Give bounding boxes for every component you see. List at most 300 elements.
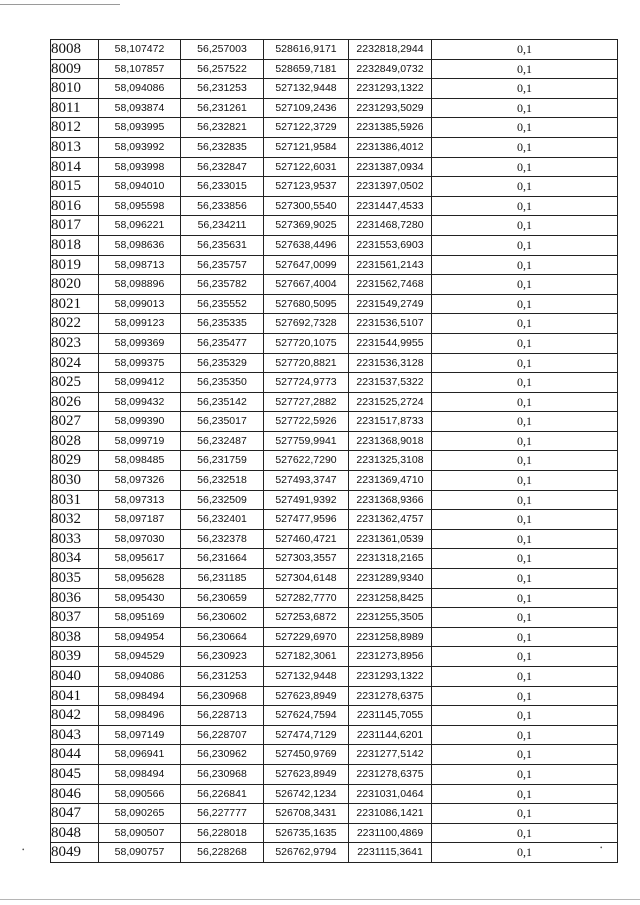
- latitude-cell: 58,093995: [99, 118, 181, 138]
- point-number-cell: 8028: [51, 431, 99, 451]
- y-coordinate-cell: 2231086,1421: [349, 804, 432, 824]
- latitude-cell: 58,097149: [99, 725, 181, 745]
- latitude-cell: 58,090757: [99, 843, 181, 863]
- x-coordinate-cell: 527460,4721: [264, 529, 349, 549]
- accuracy-cell: 0,1: [432, 373, 618, 393]
- accuracy-cell: 0,1: [432, 392, 618, 412]
- longitude-cell: 56,234211: [181, 216, 264, 236]
- table-row: [51, 392, 618, 412]
- longitude-cell: 56,235631: [181, 235, 264, 255]
- table-row: [51, 40, 618, 60]
- point-number-cell: 8021: [51, 294, 99, 314]
- table-row: [51, 353, 618, 373]
- accuracy-cell: 0,1: [432, 490, 618, 510]
- point-number-cell: 8035: [51, 569, 99, 589]
- latitude-cell: 58,095598: [99, 196, 181, 216]
- table-row: [51, 608, 618, 628]
- y-coordinate-cell: 2231289,9340: [349, 569, 432, 589]
- latitude-cell: 58,097326: [99, 471, 181, 491]
- longitude-cell: 56,230602: [181, 608, 264, 628]
- point-number-cell: 8041: [51, 686, 99, 706]
- accuracy-cell: 0,1: [432, 275, 618, 295]
- point-number-cell: 8016: [51, 196, 99, 216]
- bottom-divider-line: [0, 899, 640, 900]
- y-coordinate-cell: 2231447,4533: [349, 196, 432, 216]
- y-coordinate-cell: 2231145,7055: [349, 706, 432, 726]
- latitude-cell: 58,098713: [99, 255, 181, 275]
- point-number-cell: 8023: [51, 333, 99, 353]
- latitude-cell: 58,099432: [99, 392, 181, 412]
- y-coordinate-cell: 2231387,0934: [349, 157, 432, 177]
- coordinates-table: [50, 39, 618, 863]
- accuracy-cell: 0,1: [432, 510, 618, 530]
- latitude-cell: 58,090507: [99, 823, 181, 843]
- x-coordinate-cell: 527300,5540: [264, 196, 349, 216]
- longitude-cell: 56,232378: [181, 529, 264, 549]
- point-number-cell: 8025: [51, 373, 99, 393]
- y-coordinate-cell: 2231385,5926: [349, 118, 432, 138]
- table-row: [51, 118, 618, 138]
- x-coordinate-cell: 527623,8949: [264, 686, 349, 706]
- point-number-cell: 8048: [51, 823, 99, 843]
- longitude-cell: 56,232518: [181, 471, 264, 491]
- point-number-cell: 8015: [51, 177, 99, 197]
- accuracy-cell: 0,1: [432, 451, 618, 471]
- latitude-cell: 58,097313: [99, 490, 181, 510]
- longitude-cell: 56,233015: [181, 177, 264, 197]
- x-coordinate-cell: 527759,9941: [264, 431, 349, 451]
- accuracy-cell: 0,1: [432, 647, 618, 667]
- latitude-cell: 58,095628: [99, 569, 181, 589]
- x-coordinate-cell: 527123,9537: [264, 177, 349, 197]
- accuracy-cell: 0,1: [432, 157, 618, 177]
- x-coordinate-cell: 527623,8949: [264, 764, 349, 784]
- latitude-cell: 58,094529: [99, 647, 181, 667]
- latitude-cell: 58,094086: [99, 79, 181, 99]
- y-coordinate-cell: 2232818,2944: [349, 40, 432, 60]
- x-coordinate-cell: 527474,7129: [264, 725, 349, 745]
- latitude-cell: 58,095430: [99, 588, 181, 608]
- longitude-cell: 56,232401: [181, 510, 264, 530]
- accuracy-cell: 0,1: [432, 216, 618, 236]
- longitude-cell: 56,230968: [181, 764, 264, 784]
- point-number-cell: 8040: [51, 667, 99, 687]
- y-coordinate-cell: 2231361,0539: [349, 529, 432, 549]
- table-row: [51, 784, 618, 804]
- y-coordinate-cell: 2231368,9018: [349, 431, 432, 451]
- table-row: [51, 79, 618, 99]
- latitude-cell: 58,099412: [99, 373, 181, 393]
- accuracy-cell: 0,1: [432, 667, 618, 687]
- point-number-cell: 8027: [51, 412, 99, 432]
- point-number-cell: 8009: [51, 59, 99, 79]
- point-number-cell: 8030: [51, 471, 99, 491]
- accuracy-cell: 0,1: [432, 137, 618, 157]
- latitude-cell: 58,097187: [99, 510, 181, 530]
- y-coordinate-cell: 2231144,6201: [349, 725, 432, 745]
- latitude-cell: 58,095617: [99, 549, 181, 569]
- y-coordinate-cell: 2232849,0732: [349, 59, 432, 79]
- x-coordinate-cell: 527624,7594: [264, 706, 349, 726]
- point-number-cell: 8047: [51, 804, 99, 824]
- y-coordinate-cell: 2231537,5322: [349, 373, 432, 393]
- x-coordinate-cell: 527303,3557: [264, 549, 349, 569]
- y-coordinate-cell: 2231386,4012: [349, 137, 432, 157]
- point-number-cell: 8017: [51, 216, 99, 236]
- y-coordinate-cell: 2231258,8989: [349, 627, 432, 647]
- latitude-cell: 58,094010: [99, 177, 181, 197]
- x-coordinate-cell: 527109,2436: [264, 98, 349, 118]
- y-coordinate-cell: 2231525,2724: [349, 392, 432, 412]
- point-number-cell: 8022: [51, 314, 99, 334]
- longitude-cell: 56,228707: [181, 725, 264, 745]
- longitude-cell: 56,235350: [181, 373, 264, 393]
- longitude-cell: 56,232847: [181, 157, 264, 177]
- latitude-cell: 58,093998: [99, 157, 181, 177]
- y-coordinate-cell: 2231561,2143: [349, 255, 432, 275]
- y-coordinate-cell: 2231544,9955: [349, 333, 432, 353]
- x-coordinate-cell: 527121,9584: [264, 137, 349, 157]
- latitude-cell: 58,096941: [99, 745, 181, 765]
- table-row: [51, 686, 618, 706]
- table-row: [51, 157, 618, 177]
- latitude-cell: 58,090265: [99, 804, 181, 824]
- point-number-cell: 8032: [51, 510, 99, 530]
- latitude-cell: 58,099013: [99, 294, 181, 314]
- longitude-cell: 56,228268: [181, 843, 264, 863]
- accuracy-cell: 0,1: [432, 588, 618, 608]
- point-number-cell: 8043: [51, 725, 99, 745]
- table-row: [51, 823, 618, 843]
- longitude-cell: 56,235335: [181, 314, 264, 334]
- accuracy-cell: 0,1: [432, 804, 618, 824]
- accuracy-cell: 0,1: [432, 784, 618, 804]
- point-number-cell: 8020: [51, 275, 99, 295]
- table-row: [51, 667, 618, 687]
- table-row: [51, 647, 618, 667]
- table-row: [51, 98, 618, 118]
- x-coordinate-cell: 526708,3431: [264, 804, 349, 824]
- top-divider-line: [0, 4, 120, 5]
- point-number-cell: 8019: [51, 255, 99, 275]
- x-coordinate-cell: 527122,3729: [264, 118, 349, 138]
- table-row: [51, 529, 618, 549]
- x-coordinate-cell: 527720,8821: [264, 353, 349, 373]
- point-number-cell: 8014: [51, 157, 99, 177]
- y-coordinate-cell: 2231278,6375: [349, 686, 432, 706]
- y-coordinate-cell: 2231115,3641: [349, 843, 432, 863]
- accuracy-cell: 0,1: [432, 745, 618, 765]
- longitude-cell: 56,231261: [181, 98, 264, 118]
- y-coordinate-cell: 2231277,5142: [349, 745, 432, 765]
- accuracy-cell: 0,1: [432, 118, 618, 138]
- latitude-cell: 58,099719: [99, 431, 181, 451]
- x-coordinate-cell: 527722,5926: [264, 412, 349, 432]
- x-coordinate-cell: 528616,9171: [264, 40, 349, 60]
- latitude-cell: 58,098636: [99, 235, 181, 255]
- y-coordinate-cell: 2231318,2165: [349, 549, 432, 569]
- longitude-cell: 56,235329: [181, 353, 264, 373]
- accuracy-cell: 0,1: [432, 79, 618, 99]
- scan-speck: •: [600, 844, 603, 852]
- table-row: [51, 569, 618, 589]
- x-coordinate-cell: 526742,1234: [264, 784, 349, 804]
- x-coordinate-cell: 527122,6031: [264, 157, 349, 177]
- table-row: [51, 412, 618, 432]
- y-coordinate-cell: 2231536,5107: [349, 314, 432, 334]
- x-coordinate-cell: 527132,9448: [264, 79, 349, 99]
- coordinates-table-body: [51, 40, 618, 863]
- accuracy-cell: 0,1: [432, 823, 618, 843]
- x-coordinate-cell: 527369,9025: [264, 216, 349, 236]
- table-row: [51, 804, 618, 824]
- y-coordinate-cell: 2231325,3108: [349, 451, 432, 471]
- accuracy-cell: 0,1: [432, 471, 618, 491]
- point-number-cell: 8024: [51, 353, 99, 373]
- longitude-cell: 56,230923: [181, 647, 264, 667]
- table-row: [51, 764, 618, 784]
- accuracy-cell: 0,1: [432, 569, 618, 589]
- accuracy-cell: 0,1: [432, 627, 618, 647]
- x-coordinate-cell: 527229,6970: [264, 627, 349, 647]
- y-coordinate-cell: 2231517,8733: [349, 412, 432, 432]
- x-coordinate-cell: 527491,9392: [264, 490, 349, 510]
- scan-speck: •: [22, 846, 25, 854]
- table-row: [51, 333, 618, 353]
- latitude-cell: 58,099369: [99, 333, 181, 353]
- y-coordinate-cell: 2231031,0464: [349, 784, 432, 804]
- latitude-cell: 58,093992: [99, 137, 181, 157]
- table-row: [51, 196, 618, 216]
- longitude-cell: 56,230664: [181, 627, 264, 647]
- x-coordinate-cell: 527304,6148: [264, 569, 349, 589]
- table-row: [51, 137, 618, 157]
- longitude-cell: 56,257003: [181, 40, 264, 60]
- table-row: [51, 843, 618, 863]
- x-coordinate-cell: 527692,7328: [264, 314, 349, 334]
- x-coordinate-cell: 526735,1635: [264, 823, 349, 843]
- point-number-cell: 8046: [51, 784, 99, 804]
- latitude-cell: 58,098485: [99, 451, 181, 471]
- y-coordinate-cell: 2231553,6903: [349, 235, 432, 255]
- latitude-cell: 58,094954: [99, 627, 181, 647]
- longitude-cell: 56,232487: [181, 431, 264, 451]
- x-coordinate-cell: 527450,9769: [264, 745, 349, 765]
- longitude-cell: 56,233856: [181, 196, 264, 216]
- latitude-cell: 58,099390: [99, 412, 181, 432]
- accuracy-cell: 0,1: [432, 177, 618, 197]
- x-coordinate-cell: 527622,7290: [264, 451, 349, 471]
- longitude-cell: 56,228018: [181, 823, 264, 843]
- table-row: [51, 275, 618, 295]
- latitude-cell: 58,094086: [99, 667, 181, 687]
- table-row: [51, 549, 618, 569]
- y-coordinate-cell: 2231293,5029: [349, 98, 432, 118]
- table-row: [51, 745, 618, 765]
- point-number-cell: 8037: [51, 608, 99, 628]
- longitude-cell: 56,232835: [181, 137, 264, 157]
- longitude-cell: 56,235552: [181, 294, 264, 314]
- point-number-cell: 8045: [51, 764, 99, 784]
- longitude-cell: 56,227777: [181, 804, 264, 824]
- table-row: [51, 451, 618, 471]
- longitude-cell: 56,231664: [181, 549, 264, 569]
- longitude-cell: 56,235757: [181, 255, 264, 275]
- accuracy-cell: 0,1: [432, 59, 618, 79]
- accuracy-cell: 0,1: [432, 725, 618, 745]
- point-number-cell: 8018: [51, 235, 99, 255]
- latitude-cell: 58,107857: [99, 59, 181, 79]
- longitude-cell: 56,235477: [181, 333, 264, 353]
- x-coordinate-cell: 527477,9596: [264, 510, 349, 530]
- longitude-cell: 56,235017: [181, 412, 264, 432]
- latitude-cell: 58,098494: [99, 764, 181, 784]
- accuracy-cell: 0,1: [432, 431, 618, 451]
- longitude-cell: 56,232821: [181, 118, 264, 138]
- accuracy-cell: 0,1: [432, 353, 618, 373]
- latitude-cell: 58,093874: [99, 98, 181, 118]
- latitude-cell: 58,098896: [99, 275, 181, 295]
- table-row: [51, 706, 618, 726]
- longitude-cell: 56,235142: [181, 392, 264, 412]
- accuracy-cell: 0,1: [432, 255, 618, 275]
- x-coordinate-cell: 527253,6872: [264, 608, 349, 628]
- latitude-cell: 58,098496: [99, 706, 181, 726]
- point-number-cell: 8010: [51, 79, 99, 99]
- y-coordinate-cell: 2231278,6375: [349, 764, 432, 784]
- y-coordinate-cell: 2231536,3128: [349, 353, 432, 373]
- longitude-cell: 56,231253: [181, 667, 264, 687]
- point-number-cell: 8038: [51, 627, 99, 647]
- longitude-cell: 56,231185: [181, 569, 264, 589]
- accuracy-cell: 0,1: [432, 529, 618, 549]
- y-coordinate-cell: 2231273,8956: [349, 647, 432, 667]
- longitude-cell: 56,231759: [181, 451, 264, 471]
- accuracy-cell: 0,1: [432, 40, 618, 60]
- accuracy-cell: 0,1: [432, 333, 618, 353]
- accuracy-cell: 0,1: [432, 686, 618, 706]
- x-coordinate-cell: 527132,9448: [264, 667, 349, 687]
- table-row: [51, 510, 618, 530]
- y-coordinate-cell: 2231293,1322: [349, 79, 432, 99]
- accuracy-cell: 0,1: [432, 843, 618, 863]
- table-row: [51, 725, 618, 745]
- y-coordinate-cell: 2231255,3505: [349, 608, 432, 628]
- table-row: [51, 235, 618, 255]
- y-coordinate-cell: 2231562,7468: [349, 275, 432, 295]
- longitude-cell: 56,232509: [181, 490, 264, 510]
- x-coordinate-cell: 527182,3061: [264, 647, 349, 667]
- table-row: [51, 294, 618, 314]
- point-number-cell: 8044: [51, 745, 99, 765]
- longitude-cell: 56,230659: [181, 588, 264, 608]
- point-number-cell: 8013: [51, 137, 99, 157]
- x-coordinate-cell: 527720,1075: [264, 333, 349, 353]
- y-coordinate-cell: 2231368,9366: [349, 490, 432, 510]
- x-coordinate-cell: 527282,7770: [264, 588, 349, 608]
- point-number-cell: 8039: [51, 647, 99, 667]
- table-row: [51, 431, 618, 451]
- x-coordinate-cell: 526762,9794: [264, 843, 349, 863]
- y-coordinate-cell: 2231369,4710: [349, 471, 432, 491]
- y-coordinate-cell: 2231100,4869: [349, 823, 432, 843]
- accuracy-cell: 0,1: [432, 196, 618, 216]
- table-row: [51, 255, 618, 275]
- table-row: [51, 490, 618, 510]
- x-coordinate-cell: 527680,5095: [264, 294, 349, 314]
- y-coordinate-cell: 2231549,2749: [349, 294, 432, 314]
- y-coordinate-cell: 2231468,7280: [349, 216, 432, 236]
- longitude-cell: 56,228713: [181, 706, 264, 726]
- longitude-cell: 56,230962: [181, 745, 264, 765]
- x-coordinate-cell: 527647,0099: [264, 255, 349, 275]
- accuracy-cell: 0,1: [432, 294, 618, 314]
- point-number-cell: 8033: [51, 529, 99, 549]
- accuracy-cell: 0,1: [432, 549, 618, 569]
- y-coordinate-cell: 2231293,1322: [349, 667, 432, 687]
- longitude-cell: 56,257522: [181, 59, 264, 79]
- latitude-cell: 58,107472: [99, 40, 181, 60]
- table-row: [51, 314, 618, 334]
- y-coordinate-cell: 2231258,8425: [349, 588, 432, 608]
- accuracy-cell: 0,1: [432, 314, 618, 334]
- table-row: [51, 627, 618, 647]
- point-number-cell: 8034: [51, 549, 99, 569]
- point-number-cell: 8011: [51, 98, 99, 118]
- longitude-cell: 56,230968: [181, 686, 264, 706]
- accuracy-cell: 0,1: [432, 98, 618, 118]
- latitude-cell: 58,096221: [99, 216, 181, 236]
- accuracy-cell: 0,1: [432, 412, 618, 432]
- latitude-cell: 58,095169: [99, 608, 181, 628]
- latitude-cell: 58,097030: [99, 529, 181, 549]
- x-coordinate-cell: 527667,4004: [264, 275, 349, 295]
- table-row: [51, 177, 618, 197]
- point-number-cell: 8029: [51, 451, 99, 471]
- table-row: [51, 373, 618, 393]
- table-row: [51, 216, 618, 236]
- longitude-cell: 56,226841: [181, 784, 264, 804]
- accuracy-cell: 0,1: [432, 706, 618, 726]
- x-coordinate-cell: 528659,7181: [264, 59, 349, 79]
- table-row: [51, 59, 618, 79]
- accuracy-cell: 0,1: [432, 608, 618, 628]
- point-number-cell: 8008: [51, 40, 99, 60]
- x-coordinate-cell: 527724,9773: [264, 373, 349, 393]
- latitude-cell: 58,099375: [99, 353, 181, 373]
- y-coordinate-cell: 2231397,0502: [349, 177, 432, 197]
- accuracy-cell: 0,1: [432, 235, 618, 255]
- point-number-cell: 8036: [51, 588, 99, 608]
- x-coordinate-cell: 527638,4496: [264, 235, 349, 255]
- y-coordinate-cell: 2231362,4757: [349, 510, 432, 530]
- point-number-cell: 8012: [51, 118, 99, 138]
- longitude-cell: 56,231253: [181, 79, 264, 99]
- accuracy-cell: 0,1: [432, 764, 618, 784]
- point-number-cell: 8049: [51, 843, 99, 863]
- table-row: [51, 471, 618, 491]
- latitude-cell: 58,098494: [99, 686, 181, 706]
- point-number-cell: 8026: [51, 392, 99, 412]
- point-number-cell: 8042: [51, 706, 99, 726]
- table-row: [51, 588, 618, 608]
- longitude-cell: 56,235782: [181, 275, 264, 295]
- x-coordinate-cell: 527727,2882: [264, 392, 349, 412]
- x-coordinate-cell: 527493,3747: [264, 471, 349, 491]
- latitude-cell: 58,099123: [99, 314, 181, 334]
- latitude-cell: 58,090566: [99, 784, 181, 804]
- point-number-cell: 8031: [51, 490, 99, 510]
